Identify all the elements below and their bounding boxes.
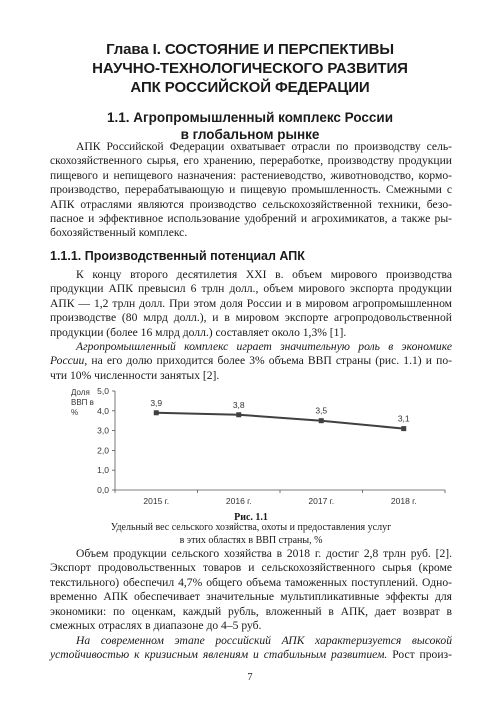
text-line: пасное и эффективное использование удобрений и агрохимикатов, а также ры- <box>50 212 452 226</box>
data-value-label: 3,5 <box>315 405 328 416</box>
text-line: продукции (более 16 млрд долл.) составляет около 1,3% [1]. <box>50 325 347 339</box>
series-line <box>156 413 404 429</box>
chapter-heading-line: Глава I. СОСТОЯНИЕ И ПЕРСПЕКТИВЫ <box>106 41 394 58</box>
text-line: производство, перерабатывающую и пищевую промышленность. Смежными с <box>50 183 452 197</box>
paragraph-role-in-economy <box>50 340 452 383</box>
text-line: скохозяйственного сырья, его хранению, переработке, производству продукции <box>50 154 452 168</box>
x-tick-label: 2015 г. <box>143 496 170 506</box>
text-line: чти 10% численности занятых [2]. <box>50 368 220 382</box>
figure-caption <box>50 522 452 547</box>
italic-text: На современном этапе российский АПК характеризуется высокой <box>76 634 452 647</box>
text-line: АПК Российской Федерации охватывает отрасли по производству сель- <box>76 140 452 153</box>
text-line: продукции АПК превысил 6 трлн долл., объем мирового экспорта продукции <box>50 282 452 296</box>
text-line: смежных отраслях в диапазоне до 4–5 руб. <box>50 619 262 633</box>
paragraph-apk-definition <box>50 140 452 241</box>
data-value-label: 3,1 <box>397 413 410 424</box>
chart-canvas <box>60 385 460 510</box>
caption-line: Удельный вес сельского хозяйства, охоты и предоставления услуг <box>110 522 392 533</box>
chapter-heading <box>60 40 440 97</box>
chapter-heading-line: АПК РОССИЙСКОЙ ФЕДЕРАЦИИ <box>130 79 370 96</box>
italic-text: Агропромышленный комплекс играет значительную роль в экономике <box>76 340 452 353</box>
data-point-marker <box>154 410 159 415</box>
text-line: Экспорт продовольственных товаров и сельскохозяйственного сырья (кроме <box>50 561 452 575</box>
text-line <box>50 634 452 648</box>
paragraph-agri-output <box>50 547 452 633</box>
y-tick-label: 4,0 <box>97 405 109 416</box>
text-line: Объем продукции сельского хозяйства в 2018 г. достиг 2,8 трлн руб. [2]. <box>76 547 452 560</box>
section-heading <box>80 109 420 143</box>
text-fragment: на его долю приходится более 3% объема ВВП страны (рис. 1.1) и по- <box>87 354 452 368</box>
text-line: бохозяйственный комплекс. <box>50 226 188 240</box>
paragraph-world-production <box>50 268 452 340</box>
y-tick-label: 5,0 <box>97 386 109 396</box>
text-line: экономики: по оценкам, каждый рубль, вложенный в АПК, дает возврат в <box>50 604 452 618</box>
page-number: 7 <box>247 672 253 683</box>
text-line <box>50 354 452 368</box>
data-point-marker <box>319 418 324 423</box>
text-line <box>50 648 452 662</box>
data-value-label: 3,9 <box>150 397 163 408</box>
x-tick-label: 2018 г. <box>390 496 417 506</box>
subsection-heading: 1.1.1. Производственный потенциал АПК <box>50 249 305 263</box>
italic-text: устойчивостью к кризисным явлениям и стабильным развитием. <box>50 648 388 662</box>
paragraph-stability <box>50 634 452 663</box>
text-line: АПК — 1,2 трлн долл. При этом доля России и в мировом агропромышленном <box>50 296 452 310</box>
italic-text: России, <box>50 354 88 368</box>
chapter-heading-line: НАУЧНО-ТЕХНОЛОГИЧЕСКОГО РАЗВИТИЯ <box>92 60 408 77</box>
text-fragment: Рост произ- <box>387 648 453 662</box>
y-tick-label: 3,0 <box>97 425 109 436</box>
section-heading-line: 1.1. Агропромышленный комплекс России <box>106 110 394 125</box>
figure-title: Рис. 1.1 <box>234 512 268 523</box>
chart-y-axis-label: Доля ВВП в % <box>71 388 94 417</box>
text-line <box>50 340 452 354</box>
y-tick-label: 2,0 <box>97 445 109 456</box>
y-tick-label: 1,0 <box>97 465 109 476</box>
text-line: текстильного) обеспечил 4,7% общего объема таможенных поступлений. Одно- <box>50 575 452 589</box>
section-heading-line: в глобальном рынке <box>180 127 320 142</box>
gdp-share-chart <box>60 385 460 510</box>
x-tick-label: 2016 г. <box>225 496 252 506</box>
text-line: АПК отраслями являются производство сельскохозяйственной техники, безо- <box>50 197 452 211</box>
y-tick-label: 0,0 <box>97 485 109 495</box>
caption-line: в этих областях в ВВП страны, % <box>179 534 323 546</box>
text-line: производстве (80 млрд долл.), и в мировом экспорте агропродовольственной <box>50 311 452 325</box>
text-line: временно АПК обеспечивает значительные мультипликативные эффекты для <box>50 590 452 604</box>
text-line: К концу второго десятилетия XXI в. объем мирового производства <box>76 268 452 281</box>
x-tick-label: 2017 г. <box>308 496 335 506</box>
data-value-label: 3,8 <box>232 399 245 410</box>
data-point-marker <box>401 426 406 431</box>
data-point-marker <box>236 412 241 417</box>
text-line: пищевого и непищевого назначения: растениеводство, животноводство, кормо- <box>50 168 452 182</box>
